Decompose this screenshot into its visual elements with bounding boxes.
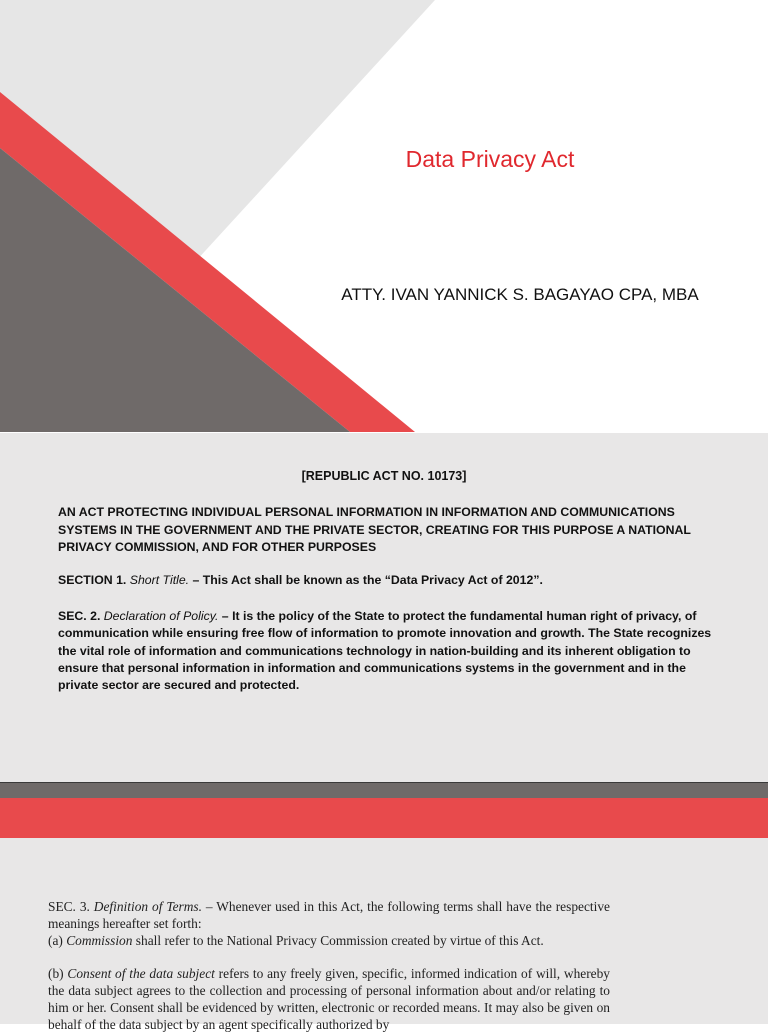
- definition-b-text: refers to any freely given, specific, informed indication of will, whereby the data subject agrees to the collection and processing of personal information about and/or relating to him or her. Consent shall be evidenced by written, electronic or recorded means. It may also be given on behalf of the data subject by an agent specifically authorized by: [48, 966, 610, 1032]
- presenter-name: ATTY. IVAN YANNICK S. BAGAYAO CPA, MBA: [341, 285, 699, 304]
- section-3: [48, 898, 610, 932]
- section-2-heading: Declaration of Policy.: [103, 609, 219, 623]
- decorative-triangles: [0, 0, 768, 432]
- section-1-label: SECTION 1.: [58, 573, 130, 587]
- section-2-text: – It is the policy of the State to protect the fundamental human right of privacy, of communication while ensuring free flow of information to promote innovation and growth. The State recognizes the vital role of information and communications technology in nation-building and its inherent obligation to ensure that personal information in information and communications systems in the government and in the private sector are secured and protected.: [58, 609, 712, 693]
- definition-b: [48, 965, 610, 1033]
- act-title: AN ACT PROTECTING INDIVIDUAL PERSONAL INFORMATION IN INFORMATION AND COMMUNICATIONS SYSTEMS IN THE GOVERNMENT AND THE PRIVATE SECTOR, CREATING FOR THIS PURPOSE A NATIONAL PRIVACY COMMISSION, AND FOR OTHER PURPOSES: [58, 505, 691, 554]
- definition-b-label: (b): [48, 966, 68, 981]
- section-2: [58, 608, 713, 694]
- section-3-heading: Definition of Terms.: [93, 899, 202, 914]
- section-3-label: SEC. 3.: [48, 899, 94, 914]
- section-2-label: SEC. 2.: [58, 609, 104, 623]
- gray-divider-bar: [0, 782, 768, 798]
- presentation-title: Data Privacy Act: [405, 146, 575, 172]
- red-divider-bar: [0, 798, 768, 838]
- definition-a-term: Commission: [66, 933, 133, 948]
- section-3-text: – Whenever used in this Act, the following terms shall have the respective meanings hereafter set forth:: [48, 899, 610, 931]
- section-1-text: – This Act shall be known as the “Data Privacy Act of 2012”.: [189, 573, 543, 587]
- act-number: [REPUBLIC ACT NO. 10173]: [301, 469, 467, 483]
- definition-a-label: (a): [48, 933, 67, 948]
- definitions-slide: [0, 838, 768, 1032]
- definition-b-term: Consent of the data subject: [67, 966, 215, 981]
- definition-a-text: shall refer to the National Privacy Commission created by virtue of this Act.: [132, 933, 544, 948]
- section-1: [58, 572, 708, 590]
- republic-act-slide: [0, 433, 768, 782]
- definition-a: [48, 932, 610, 949]
- definitions-text: [48, 898, 610, 1033]
- title-slide: [0, 0, 768, 432]
- section-1-heading: Short Title.: [129, 573, 190, 587]
